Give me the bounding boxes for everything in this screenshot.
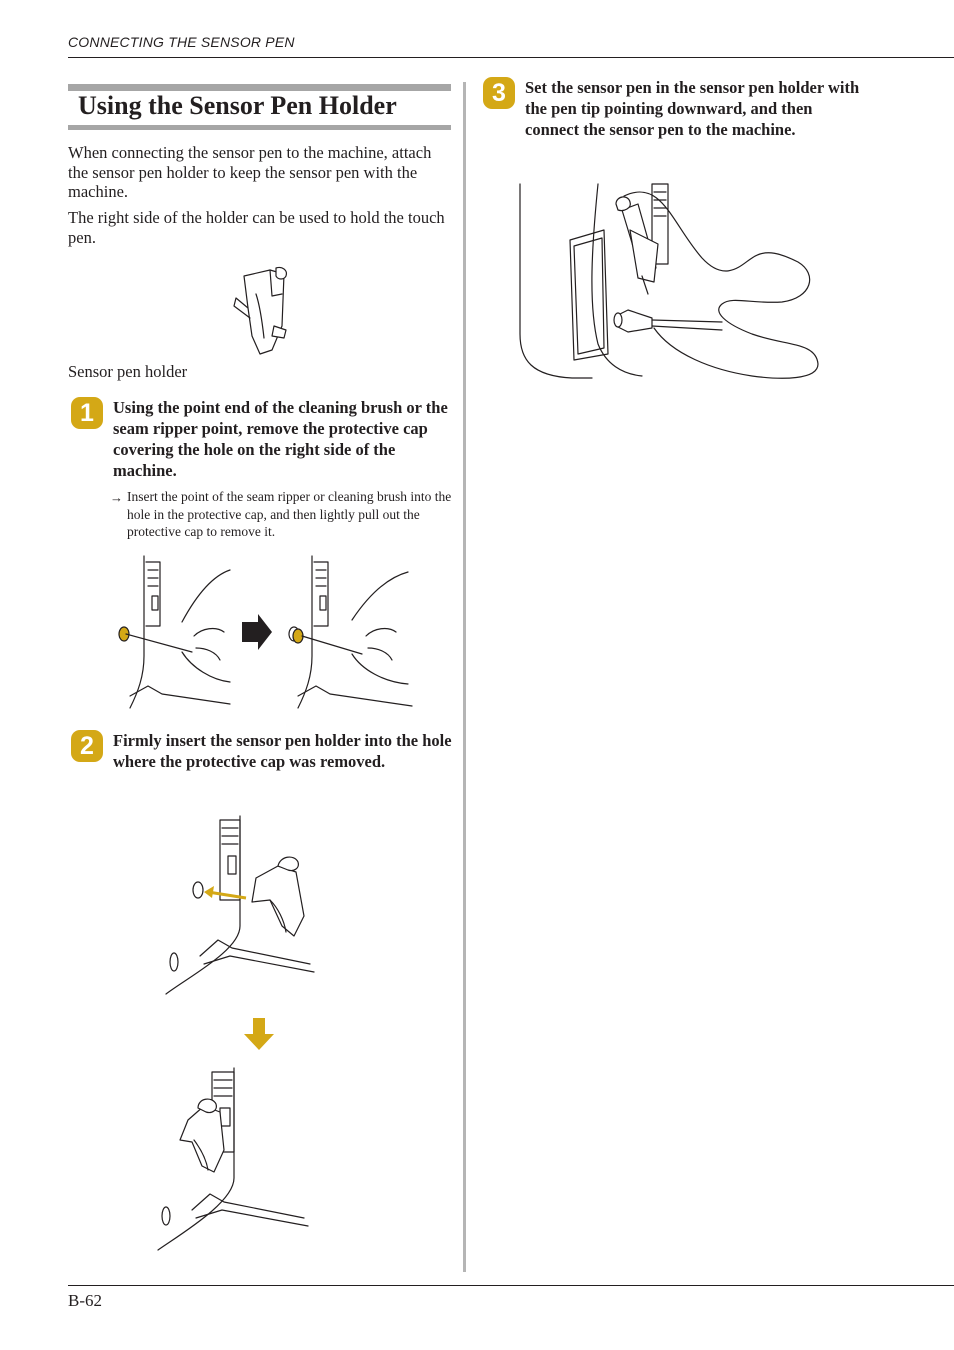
connect-sensor-pen-illustration <box>512 184 822 384</box>
sensor-pen-holder-illustration <box>226 266 306 360</box>
section-title: Using the Sensor Pen Holder <box>78 91 397 120</box>
step-3-badge: 3 <box>483 77 515 109</box>
page-number: B-62 <box>68 1291 102 1310</box>
holder-caption: Sensor pen holder <box>68 362 188 381</box>
down-arrow-icon <box>244 1018 274 1052</box>
step-3-text: Set the sensor pen in the sensor pen holder with the pen tip pointing downward, and then connect the sensor pen to the machine. <box>525 78 860 139</box>
holder-inserted-illustration <box>154 1068 314 1252</box>
step-2-text: Firmly insert the sensor pen holder into the hole where the protective cap was removed. <box>113 731 452 771</box>
insert-holder-illustration <box>160 816 320 996</box>
intro-paragraph-2: The right side of the holder can be used to hold the touch pen. <box>68 208 445 247</box>
running-head: CONNECTING THE SENSOR PEN <box>68 34 295 50</box>
step-1-badge: 1 <box>71 397 103 429</box>
intro-paragraph-1: When connecting the sensor pen to the machine, attach the sensor pen holder to keep the sensor pen with the machine. <box>68 143 432 201</box>
step-1-note-arrow: → <box>110 490 123 505</box>
step-1-note: Insert the point of the seam ripper or cleaning brush into the hole in the protective cap, and then lightly pull out the protective cap to remove it. <box>127 489 452 539</box>
step-2-badge: 2 <box>71 730 103 762</box>
header-rule <box>68 57 954 58</box>
column-divider <box>463 82 466 1272</box>
footer-rule <box>68 1285 954 1286</box>
step-1-text: Using the point end of the cleaning brush or the seam ripper point, remove the protective cap covering the hole on the right side of the machine. <box>113 398 448 480</box>
remove-cap-illustration <box>112 556 422 712</box>
title-bar-bottom <box>68 125 451 130</box>
